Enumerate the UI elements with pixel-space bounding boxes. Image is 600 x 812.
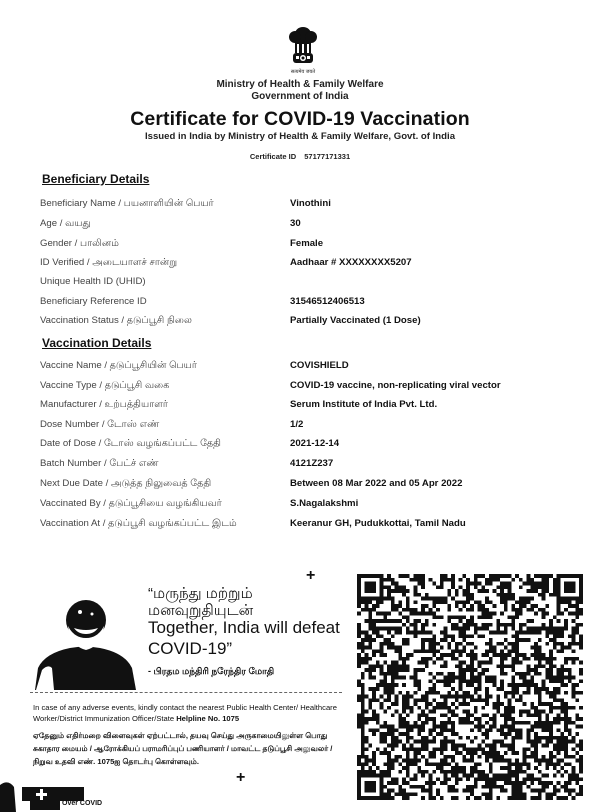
field-label: Date of Dose / டோஸ் வழங்கப்பட்ட தேதி bbox=[40, 438, 221, 449]
field-label: Vaccination Status / தடுப்பூசி நிலை bbox=[40, 315, 192, 326]
beneficiary-row bbox=[40, 198, 560, 218]
vaccination-row bbox=[40, 399, 560, 419]
vaccination-row bbox=[40, 518, 560, 538]
adverse-events-notice-tamil: ஏதேனும் எதிர்மறை விளைவுகள் ஏற்பட்டால், தயவு செய்து அருகாமையிலுள்ள பொது சுகாதார மையம் / ஆரோக்கியப் பராமரிப்புப் பணியாளர் / மாவட்ட தடுப்பூசி அலுவலர் / நிறுவ உதவி எண். 1075ஐ தொடர்பு கொள்ளவும். bbox=[33, 731, 333, 766]
field-label: Next Due Date / அடுத்த நிலுவைத் தேதி bbox=[40, 478, 212, 489]
vaccination-row bbox=[40, 478, 560, 498]
field-value: COVISHIELD bbox=[290, 360, 349, 371]
prime-minister-portrait bbox=[30, 598, 142, 690]
quote-attribution: - பிரதம மந்திரி நரேந்திர மோதி bbox=[148, 666, 275, 676]
plus-mark-icon: + bbox=[306, 567, 316, 584]
beneficiary-details-heading: Beneficiary Details bbox=[42, 172, 150, 186]
field-value: Keeranur GH, Pudukkottai, Tamil Nadu bbox=[290, 518, 466, 529]
beneficiary-row bbox=[40, 276, 560, 296]
section-divider bbox=[30, 692, 342, 693]
notice-text: In case of any adverse events, kindly contact the nearest Public Health Center/ Healthcare Worker/District Immunization Officer/State bbox=[33, 703, 337, 723]
qr-finder-pattern bbox=[357, 774, 383, 800]
field-label: Batch Number / பேட்ச் எண் bbox=[40, 458, 159, 469]
government-name: Government of India bbox=[251, 91, 349, 102]
vaccination-row bbox=[40, 438, 560, 458]
field-value: COVID-19 vaccine, non-replicating viral vector bbox=[290, 380, 501, 391]
field-value: S.Nagalakshmi bbox=[290, 498, 359, 509]
field-label: Dose Number / டோஸ் எண் bbox=[40, 419, 160, 430]
emblem-caption: सत्यमेव जयते bbox=[290, 69, 316, 75]
verification-qr-code[interactable] bbox=[357, 569, 583, 805]
quote-tamil-line-2: மனவுறுதியுடன் bbox=[148, 602, 254, 619]
qr-finder-pattern bbox=[357, 574, 383, 600]
certificate-id-label: Certificate ID bbox=[249, 152, 297, 161]
field-value: 30 bbox=[290, 218, 301, 229]
field-value: 31546512406513 bbox=[290, 296, 365, 307]
field-label: Beneficiary Reference ID bbox=[40, 296, 147, 307]
vaccination-details-heading: Vaccination Details bbox=[42, 336, 152, 350]
beneficiary-row bbox=[40, 315, 560, 335]
vaccination-row bbox=[40, 419, 560, 439]
field-value: Female bbox=[290, 238, 324, 249]
ministry-name: Ministry of Health & Family Welfare bbox=[216, 79, 384, 90]
field-value: 1/2 bbox=[290, 419, 304, 430]
beneficiary-row bbox=[40, 218, 560, 238]
field-value: Aadhaar # XXXXXXXX5207 bbox=[290, 257, 412, 268]
quote-english-line-1: Together, India will defeat bbox=[148, 618, 340, 637]
vaccination-row bbox=[40, 458, 560, 478]
certificate-id bbox=[0, 152, 600, 161]
certificate-id-value: 57177171331 bbox=[304, 152, 351, 161]
vaccination-row bbox=[40, 360, 560, 380]
field-label: Manufacturer / உற்பத்தியாளர் bbox=[40, 399, 168, 410]
beneficiary-row bbox=[40, 296, 560, 316]
campaign-logo-text: Over COVID bbox=[62, 800, 103, 807]
field-value: Between 08 Mar 2022 and 05 Apr 2022 bbox=[290, 478, 463, 489]
field-label: Beneficiary Name / பயனாளியின் பெயர் bbox=[40, 198, 214, 209]
qr-finder-pattern bbox=[557, 574, 583, 600]
field-label: Vaccinated By / தடுப்பூசியை வழங்கியவர் bbox=[40, 498, 222, 509]
certificate-title: Certificate for COVID-19 Vaccination bbox=[130, 108, 470, 130]
field-value: Vinothini bbox=[290, 198, 331, 209]
vaccination-row bbox=[40, 498, 560, 518]
field-value: 4121Z237 bbox=[290, 458, 334, 469]
plus-mark-icon: + bbox=[236, 769, 246, 786]
quote-english-line-2: COVID-19” bbox=[148, 639, 233, 658]
beneficiary-row bbox=[40, 238, 560, 258]
quote-tamil bbox=[148, 585, 253, 619]
field-value: 2021-12-14 bbox=[290, 438, 340, 449]
certificate-subtitle: Issued in India by Ministry of Health & Family Welfare, Govt. of India bbox=[144, 131, 456, 142]
helpline-number: Helpline No. 1075 bbox=[176, 714, 240, 723]
state-emblem-icon bbox=[284, 22, 322, 76]
field-label: Vaccination At / தடுப்பூசி வழங்கப்பட்ட இடம் bbox=[40, 518, 237, 529]
field-label: Gender / பாலினம் bbox=[40, 238, 119, 249]
field-label: Age / வயது bbox=[40, 218, 91, 229]
field-value: Serum Institute of India Pvt. Ltd. bbox=[290, 399, 438, 410]
field-label: Vaccine Name / தடுப்பூசியின் பெயர் bbox=[40, 360, 197, 371]
vaccination-row bbox=[40, 380, 560, 400]
field-label: Unique Health ID (UHID) bbox=[40, 276, 146, 287]
beneficiary-row bbox=[40, 257, 560, 277]
field-label: Vaccine Type / தடுப்பூசி வகை bbox=[40, 380, 170, 391]
field-value: Partially Vaccinated (1 Dose) bbox=[290, 315, 421, 326]
adverse-events-notice-english bbox=[33, 702, 343, 724]
field-label: ID Verified / அடையாளச் சான்று bbox=[40, 257, 178, 268]
quote-tamil-line-1: “மருந்து மற்றும் bbox=[148, 585, 253, 602]
